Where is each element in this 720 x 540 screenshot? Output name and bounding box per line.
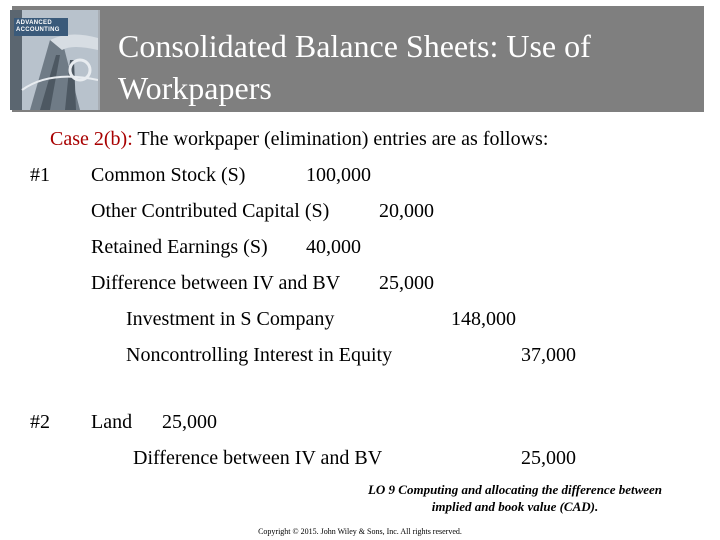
entry1-line4-account: Difference between IV and BV	[91, 272, 341, 294]
case-label: Case 2(b):	[50, 128, 133, 150]
entry1-line1-debit: 100,000	[306, 164, 371, 186]
book-cover-title: ADVANCED ACCOUNTING	[14, 18, 68, 36]
page-title-line2: Workpapers	[118, 70, 272, 106]
entry1-number: #1	[30, 164, 50, 186]
entry1-line5-account: Investment in S Company	[126, 308, 335, 330]
entry2-line2-account: Difference between IV and BV	[133, 447, 383, 469]
page-title	[118, 25, 688, 109]
entry1-line3-debit: 40,000	[306, 236, 361, 258]
book-cover-image	[10, 10, 100, 110]
entry1-line2-account: Other Contributed Capital (S)	[91, 200, 330, 222]
entry1-line6-credit: 37,000	[521, 344, 576, 366]
lo-line2: implied and book value (CAD).	[431, 499, 599, 514]
copyright-notice: Copyright © 2015. John Wiley & Sons, Inc. All rights reserved.	[258, 527, 462, 536]
entry2-line2-credit: 25,000	[521, 447, 576, 469]
page-title-line1: Consolidated Balance Sheets: Use of	[118, 28, 591, 64]
lo-line1: LO 9 Computing and allocating the difference between	[367, 482, 663, 497]
intro-line	[50, 127, 548, 151]
entry2-line1-debit: 25,000	[162, 411, 217, 433]
entry1-line6-account: Noncontrolling Interest in Equity	[126, 344, 393, 366]
learning-objective	[320, 481, 710, 515]
entry1-line1-account: Common Stock (S)	[91, 164, 246, 186]
entry1-line4-debit: 25,000	[379, 272, 434, 294]
entry1-line2-debit: 20,000	[379, 200, 434, 222]
intro-text: The workpaper (elimination) entries are as follows:	[132, 128, 549, 150]
entry2-line1-account: Land	[91, 411, 133, 433]
entry1-line3-account: Retained Earnings (S)	[91, 236, 268, 258]
entry1-line5-credit: 148,000	[451, 308, 516, 330]
entry2-number: #2	[30, 411, 50, 433]
